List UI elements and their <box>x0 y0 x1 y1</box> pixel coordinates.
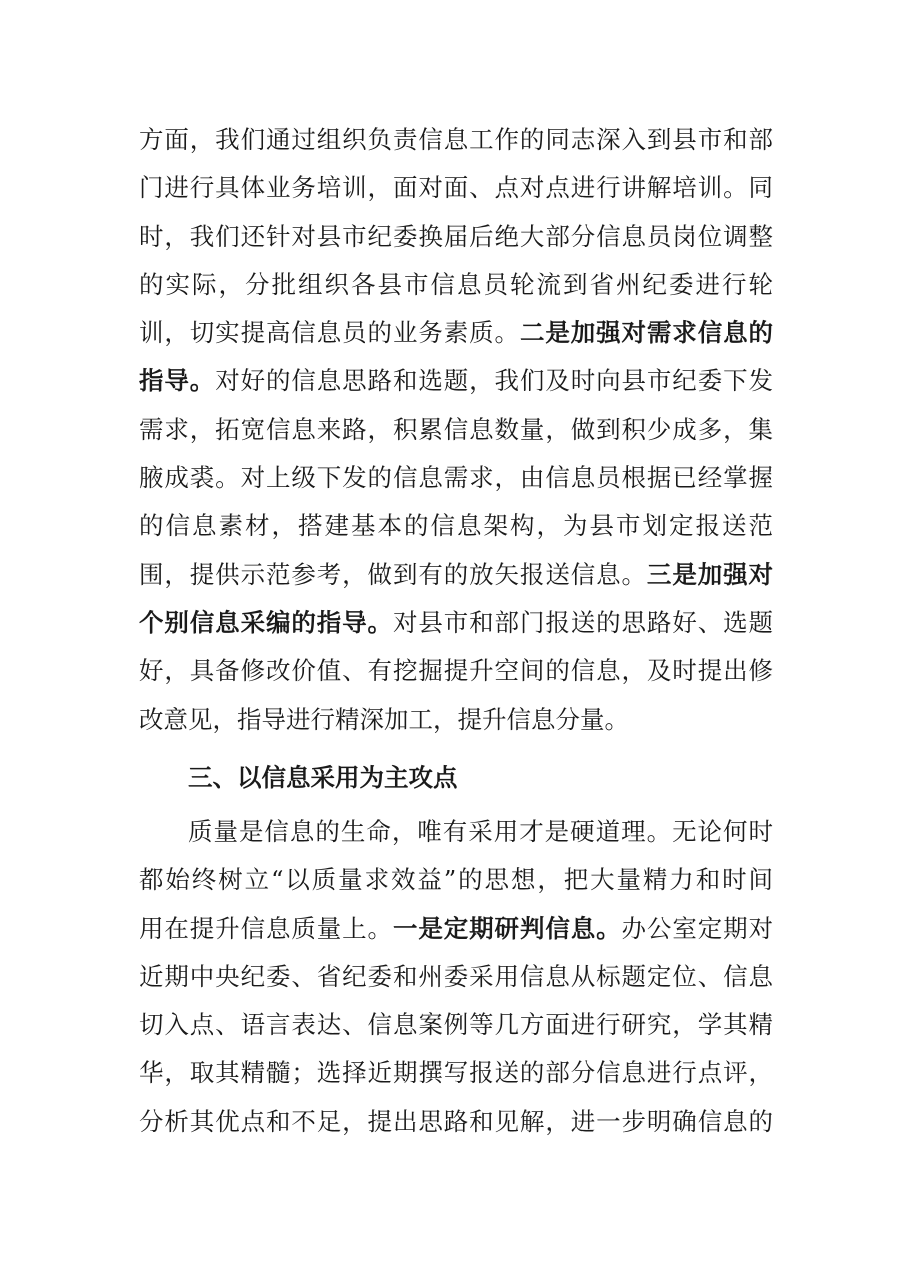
text-run: 方面，我们通过组织负责信息工作的同志深入到县市和部 <box>139 125 773 154</box>
paragraph-line <box>139 116 773 164</box>
paragraph-line <box>139 599 773 647</box>
paragraph-line <box>139 1001 773 1049</box>
heading-line: 三、以信息采用为主攻点 <box>188 763 458 792</box>
paragraph-line <box>139 1098 773 1146</box>
paragraph-line <box>139 808 773 856</box>
paragraph-line <box>139 953 773 1001</box>
paragraph-line <box>139 357 773 405</box>
bold-run: 二是加强对需求信息的 <box>519 318 773 348</box>
text-run: 分析其优点和不足，提出思路和见解，进一步明确信息的 <box>139 1106 773 1136</box>
paragraph-line <box>139 905 773 953</box>
text-run: 改意见，指导进行精深加工，提升信息分量。 <box>139 704 629 734</box>
text-run: 办公室定期对 <box>621 913 773 943</box>
paragraph-training <box>139 116 773 744</box>
bold-run: 一是定期研判信息。 <box>392 913 622 943</box>
text-run: 华，取其精髓；选择近期撰写报送的部分信息进行点评， <box>139 1058 773 1088</box>
paragraph-line <box>139 164 773 212</box>
text-run: 切入点、语言表达、信息案例等几方面进行研究，学其精 <box>139 1010 773 1040</box>
text-run: 都始终树立“以质量求效益”的思想，把大量精力和时间 <box>139 865 773 895</box>
text-run: 的实际，分批组织各县市信息员轮流到省州纪委进行轮 <box>139 269 773 299</box>
text-run: 对县市和部门报送的思路好、选题 <box>392 607 773 637</box>
bold-run: 指导。 <box>139 366 216 396</box>
paragraph-line <box>139 213 773 261</box>
text-run: 需求，拓宽信息来路，积累信息数量，做到积少成多，集 <box>139 414 773 444</box>
paragraph-line <box>139 502 773 550</box>
paragraph-line <box>139 551 773 599</box>
text-run: 的信息素材，搭建基本的信息架构，为县市划定报送范 <box>139 511 773 541</box>
paragraph-line <box>139 696 773 744</box>
text-run: 好，具备修改价值、有挖掘提升空间的信息，及时提出修 <box>139 656 773 686</box>
paragraph-line <box>139 454 773 502</box>
paragraph-line <box>139 406 773 454</box>
text-run: 质量是信息的生命，唯有采用才是硬道理。无论何时 <box>188 817 773 846</box>
text-run: 腋成裘。对上级下发的信息需求，由信息员根据已经掌握 <box>139 463 773 493</box>
paragraph-line <box>139 1049 773 1097</box>
paragraph-line <box>139 309 773 357</box>
paragraph-line <box>139 647 773 695</box>
text-run: 近期中央纪委、省纪委和州委采用信息从标题定位、信息 <box>139 961 773 991</box>
text-run: 对好的信息思路和选题，我们及时向县市纪委下发 <box>215 366 773 396</box>
paragraph-quality <box>139 808 773 1146</box>
bold-run: 个别信息采编的指导。 <box>139 607 393 637</box>
text-run: 门进行具体业务培训，面对面、点对点进行讲解培训。同 <box>139 173 773 203</box>
text-run: 围，提供示范参考，做到有的放矢报送信息。 <box>139 559 647 589</box>
bold-run: 三是加强对 <box>646 559 773 589</box>
text-run: 训，切实提高信息员的业务素质。 <box>139 318 520 348</box>
section-heading <box>139 754 773 802</box>
text-run: 用在提升信息质量上。 <box>139 913 393 943</box>
paragraph-line <box>139 856 773 904</box>
paragraph-line <box>139 261 773 309</box>
text-run: 时，我们还针对县市纪委换届后绝大部分信息员岗位调整 <box>139 221 773 251</box>
